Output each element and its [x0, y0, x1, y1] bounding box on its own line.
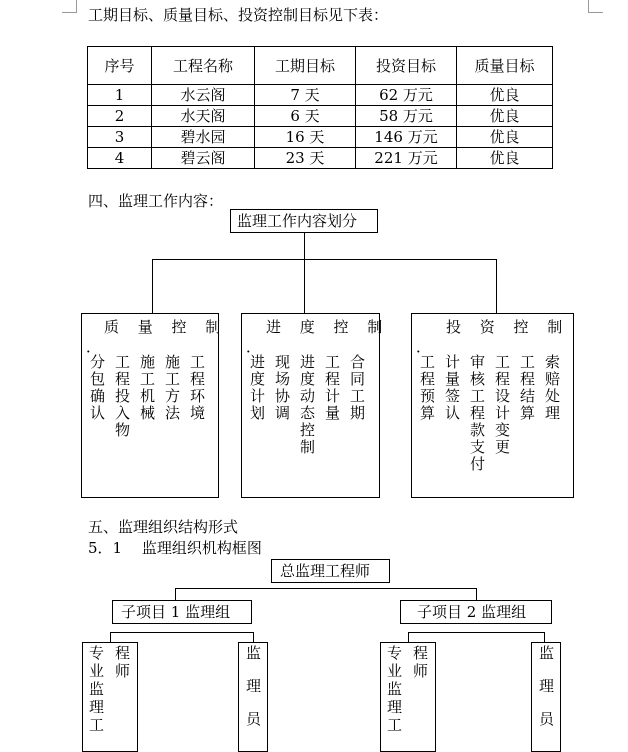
group-title: 进 度 控 制 — [266, 318, 390, 336]
sub-project-1-label: 子项目 1 监理组 — [121, 603, 231, 621]
table-cell: 7 天 — [255, 85, 356, 106]
connector — [496, 259, 497, 313]
table-cell: 优良 — [457, 85, 553, 106]
group-item: 索赔处理 — [543, 354, 561, 422]
table-cell: 4 — [88, 148, 152, 169]
group-item: 施工机械 — [138, 354, 156, 422]
chief-engineer-label: 总监理工程师 — [280, 562, 371, 580]
table-cell: 146 万元 — [356, 127, 457, 148]
connector — [110, 632, 254, 633]
connector — [110, 632, 111, 642]
connector — [152, 259, 497, 260]
table-row — [88, 106, 553, 127]
page-corner-mark — [588, 0, 603, 13]
connector — [152, 259, 153, 313]
targets-table — [87, 46, 553, 169]
connector — [408, 632, 545, 633]
quality-control-box — [81, 313, 228, 498]
table-row — [88, 127, 553, 148]
group-item: 工程投入物 — [113, 354, 131, 439]
table-cell: 6 天 — [255, 106, 356, 127]
group-item: 进度动态控制 — [298, 354, 316, 456]
group-item: 工程设计变更 — [493, 354, 511, 456]
table-cell: 水天阁 — [152, 106, 255, 127]
group-item: 分包确认 — [88, 354, 106, 422]
tree-root-box — [230, 209, 378, 233]
connector — [253, 632, 254, 642]
specialist-engineer-label-cont: 程师 — [113, 645, 131, 681]
group-item: 工程预算 — [418, 354, 436, 422]
table-header: 工期目标 — [255, 47, 356, 85]
section-4-heading: 四、监理工作内容： — [88, 192, 224, 210]
chief-engineer-box — [271, 559, 390, 583]
group-item: 进度计划 — [248, 354, 266, 422]
group-item: 施工方法 — [163, 354, 181, 422]
connector — [175, 588, 176, 600]
group-dot: ． — [246, 338, 262, 356]
specialist-engineer-label: 专业监理工 — [385, 645, 403, 735]
table-row — [88, 85, 553, 106]
connector — [175, 588, 476, 589]
tree-root-label: 监理工作内容划分 — [237, 212, 358, 230]
supervisor-staff-box — [531, 642, 561, 752]
connector — [408, 632, 409, 642]
table-cell: 58 万元 — [356, 106, 457, 127]
group-dot: ． — [416, 338, 432, 356]
table-cell: 水云阁 — [152, 85, 255, 106]
group-item: 计量签认 — [443, 354, 461, 422]
table-cell: 23 天 — [255, 148, 356, 169]
table-cell: 2 — [88, 106, 152, 127]
specialist-engineer-label: 专业监理工 — [87, 645, 105, 735]
table-cell: 3 — [88, 127, 152, 148]
connector — [304, 233, 305, 313]
specialist-engineer-label-cont: 程师 — [411, 645, 429, 681]
table-header-row — [88, 47, 553, 85]
connector — [476, 588, 477, 600]
section-5-1-heading: 5．1 监理组织机构框图 — [88, 539, 262, 557]
table-header: 工程名称 — [152, 47, 255, 85]
table-header: 投资目标 — [356, 47, 457, 85]
table-cell: 碧水园 — [152, 127, 255, 148]
group-title: 投 资 控 制 — [446, 318, 570, 336]
connector — [544, 632, 545, 642]
table-header: 质量目标 — [457, 47, 553, 85]
table-cell: 62 万元 — [356, 85, 457, 106]
group-item: 工程结算 — [518, 354, 536, 422]
progress-control-box — [241, 313, 390, 498]
table-cell: 16 天 — [255, 127, 356, 148]
table-cell: 优良 — [457, 127, 553, 148]
section-5-heading: 五、监理组织结构形式 — [88, 518, 239, 536]
group-title: 质 量 控 制 — [104, 318, 228, 336]
table-cell: 优良 — [457, 148, 553, 169]
intro-text: 工期目标、质量目标、投资控制目标见下表： — [88, 6, 389, 24]
sub-project-1-box — [112, 600, 252, 624]
page-corner-mark — [62, 0, 77, 13]
group-dot: ． — [86, 338, 102, 356]
table-header: 序号 — [88, 47, 152, 85]
table-cell: 221 万元 — [356, 148, 457, 169]
group-item: 工程计量 — [323, 354, 341, 422]
table-cell: 1 — [88, 85, 152, 106]
group-item: 合同工期 — [348, 354, 366, 422]
supervisor-staff-box — [238, 642, 268, 752]
supervisor-staff-label: 监理员 — [537, 645, 555, 744]
specialist-engineer-box — [380, 642, 436, 752]
table-cell: 优良 — [457, 106, 553, 127]
group-item: 工程环境 — [188, 354, 206, 422]
table-cell: 碧云阁 — [152, 148, 255, 169]
group-item: 现场协调 — [273, 354, 291, 422]
group-item: 审核工程款支付 — [468, 354, 486, 473]
table-row — [88, 148, 553, 169]
sub-project-2-label: 子项目 2 监理组 — [417, 603, 527, 621]
investment-control-box — [411, 313, 574, 498]
specialist-engineer-box — [82, 642, 138, 752]
supervisor-staff-label: 监理员 — [244, 645, 262, 744]
sub-project-2-box — [400, 600, 552, 624]
